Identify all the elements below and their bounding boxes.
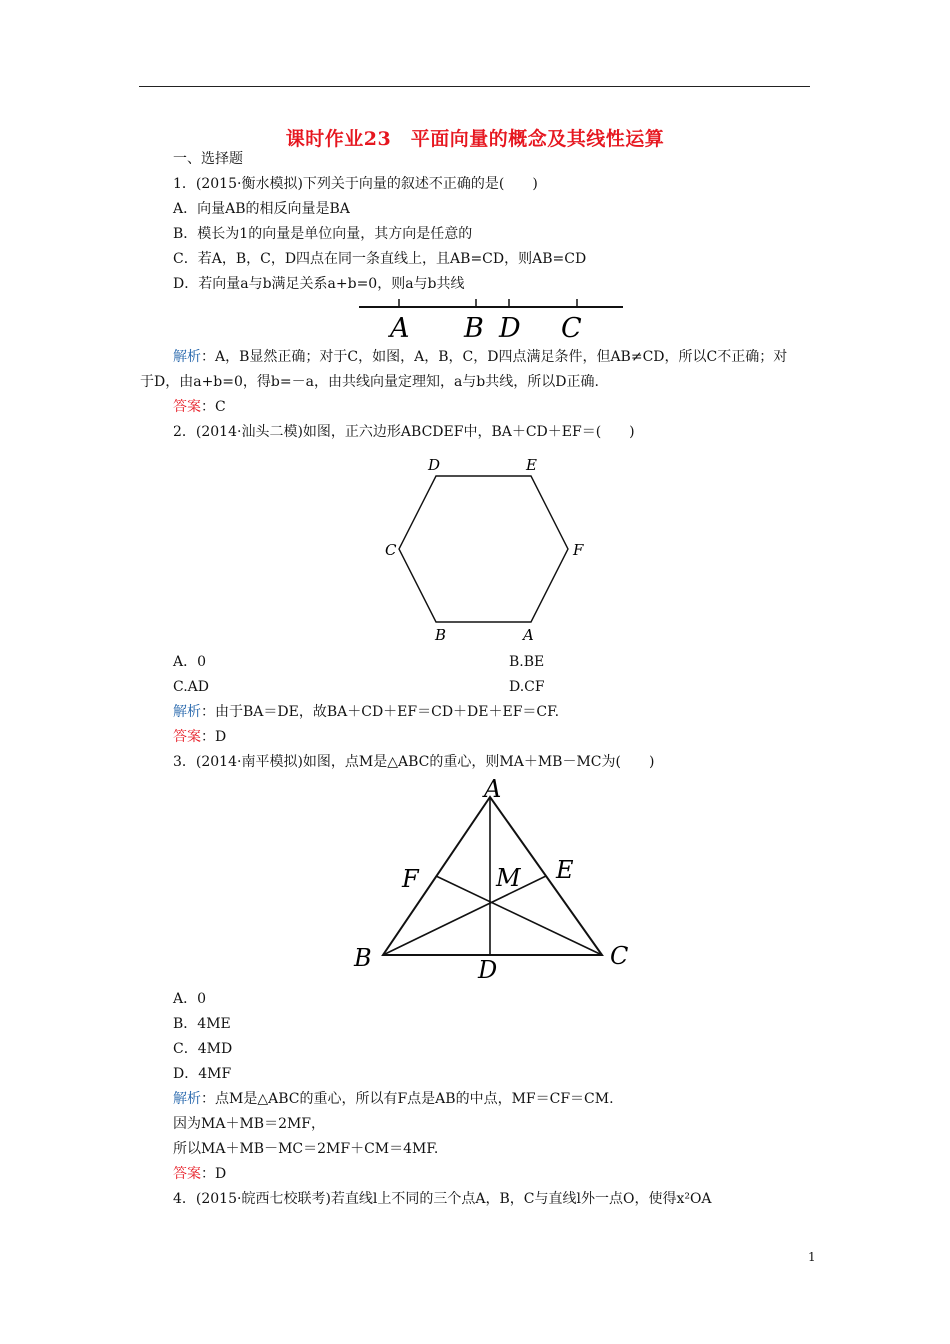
tri-label-f: F xyxy=(402,865,419,893)
q3-analysis-line1: 解析：点M是△ABC的重心，所以有F点是AB的中点，MF＝CF＝CM. xyxy=(173,1091,614,1107)
analysis-label: 解析 xyxy=(173,349,201,365)
line-label-a: A xyxy=(390,313,410,344)
q3-option-a: A．0 xyxy=(173,991,207,1007)
q4-stem: 4．(2015·皖西七校联考)若直线l上不同的三个点A，B，C与直线l外一点O，使得x²OA xyxy=(173,1191,712,1207)
hex-label-f: F xyxy=(573,541,584,559)
tri-label-c: C xyxy=(610,942,629,970)
q2-option-c: C.AD xyxy=(173,679,209,695)
q1-option-d: D．若向量a与b满足关系a+b=0，则a与b共线 xyxy=(173,276,465,292)
q2-answer: 答案：D xyxy=(173,729,227,745)
tri-label-a: A xyxy=(484,775,502,803)
q2-hexagon-figure xyxy=(380,450,590,650)
q1-option-a: A．向量AB的相反向量是BA xyxy=(173,201,350,217)
q3-answer: 答案：D xyxy=(173,1166,227,1182)
tri-label-d: D xyxy=(478,956,498,984)
hex-label-b: B xyxy=(435,626,447,644)
analysis-label: 解析 xyxy=(173,704,201,720)
q2-option-d: D.CF xyxy=(509,679,545,695)
q2-option-a: A．0 xyxy=(173,654,207,670)
page-number: 1 xyxy=(808,1250,816,1264)
tri-label-m: M xyxy=(496,864,521,892)
q3-triangle-figure xyxy=(350,775,640,985)
q3-analysis-line2: 因为MA＋MB＝2MF， xyxy=(173,1116,326,1132)
q1-analysis-line1: 解析：A，B显然正确；对于C，如图，A，B，C，D四点满足条件，但AB≠CD，所以C不正确；对 xyxy=(173,349,788,365)
hex-label-c: C xyxy=(385,541,397,559)
q3-option-c: C．4MD xyxy=(173,1041,233,1057)
q2-option-b: B.BE xyxy=(509,654,545,670)
tri-label-b: B xyxy=(354,944,372,972)
q1-option-b: B．模长为1的向量是单位向量，其方向是任意的 xyxy=(173,226,473,242)
line-label-d: D xyxy=(499,313,521,344)
q1-answer: 答案：C xyxy=(173,399,226,415)
q3-stem: 3．(2014·南平模拟)如图，点M是△ABC的重心，则MA＋MB－MC为( ) xyxy=(173,754,655,770)
answer-label: 答案 xyxy=(173,1166,201,1182)
answer-label: 答案 xyxy=(173,729,201,745)
section-heading: 一、选择题 xyxy=(173,151,243,167)
analysis-label: 解析 xyxy=(173,1091,201,1107)
q2-stem: 2．(2014·汕头二模)如图，正六边形ABCDEF中，BA＋CD＋EF＝( ) xyxy=(173,424,635,440)
line-label-b: B xyxy=(464,313,484,344)
hex-label-a: A xyxy=(523,626,534,644)
line-label-c: C xyxy=(561,313,582,344)
hex-label-e: E xyxy=(526,456,537,474)
page-title: 课时作业23 平面向量的概念及其线性运算 xyxy=(285,128,665,150)
q3-option-b: B．4ME xyxy=(173,1016,231,1032)
q1-number-line-figure xyxy=(355,295,627,345)
q2-analysis: 解析：由于BA＝DE，故BA＋CD＋EF＝CD＋DE＋EF＝CF. xyxy=(173,704,560,720)
q1-analysis-line2: 于D，由a+b=0，得b=－a，由共线向量定理知，a与b共线，所以D正确. xyxy=(140,374,599,390)
header-rule xyxy=(139,86,810,87)
answer-label: 答案 xyxy=(173,399,201,415)
q1-option-c: C．若A，B，C，D四点在同一条直线上，且AB=CD，则AB=CD xyxy=(173,251,587,267)
hex-label-d: D xyxy=(428,456,441,474)
tri-label-e: E xyxy=(556,856,574,884)
q3-option-d: D．4MF xyxy=(173,1066,232,1082)
q3-analysis-line3: 所以MA＋MB－MC＝2MF＋CM＝4MF. xyxy=(173,1141,439,1157)
q1-stem: 1．(2015·衡水模拟)下列关于向量的叙述不正确的是( ) xyxy=(173,176,538,192)
